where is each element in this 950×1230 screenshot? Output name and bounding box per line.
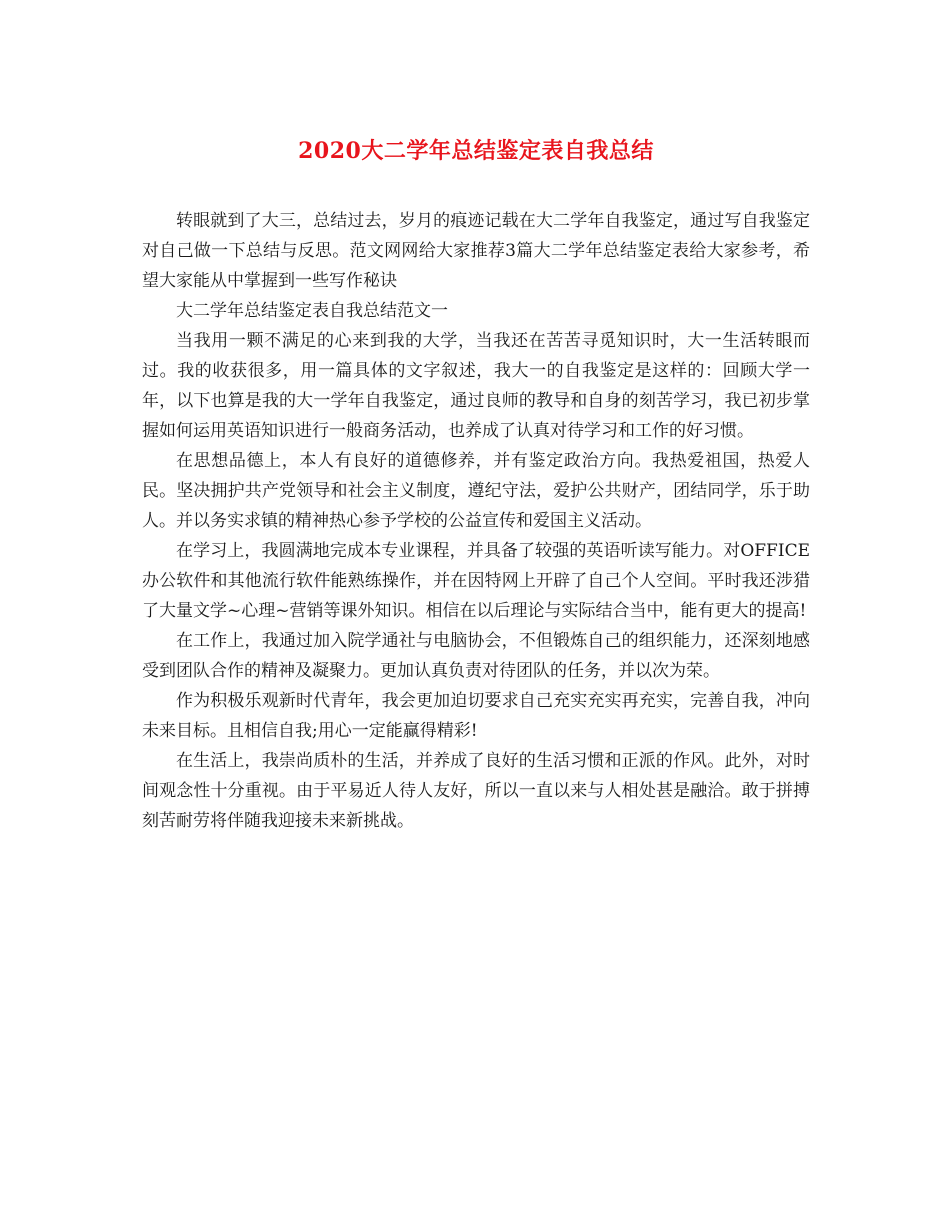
- paragraph-moral-character: 在思想品德上，本人有良好的道德修养，并有鉴定政治方向。我热爱祖国，热爱人民。坚决拥护共产党领导和社会主义制度，遵纪守法，爱护公共财产，团结同学，乐于助人。并以务实求镇的精神热心参予学校的公益宣传和爱国主义活动。: [142, 451, 810, 531]
- paragraph-work: 在工作上，我通过加入院学通社与电脑协会，不但锻炼自己的组织能力，还深刻地感受到团队合作的精神及凝聚力。更加认真负责对待团队的任务，并以次为荣。: [142, 631, 810, 681]
- paragraph-first-year-review: 当我用一颗不满足的心来到我的大学，当我还在苦苦寻觅知识时，大一生活转眼而过。我的收获很多，用一篇具体的文字叙述，我大一的自我鉴定是这样的：回顾大学一年，以下也算是我的大一学年自我鉴定，通过良师的教导和自身的刻苦学习，我已初步掌握如何运用英语知识进行一般商务活动，也养成了认真对待学习和工作的好习惯。: [142, 331, 810, 441]
- paragraph-intro: 转眼就到了大三，总结过去，岁月的痕迹记载在大二学年自我鉴定，通过写自我鉴定对自己做一下总结与反思。范文网网给大家推荐3篇大二学年总结鉴定表给大家参考，希望大家能从中掌握到一些写作秘诀: [142, 211, 810, 291]
- paragraph-section-heading: 大二学年总结鉴定表自我总结范文一: [176, 301, 448, 321]
- document-title: 2020大二学年总结鉴定表自我总结: [298, 138, 654, 164]
- paragraph-life: 在生活上，我崇尚质朴的生活，并养成了良好的生活习惯和正派的作风。此外，对时间观念性十分重视。由于平易近人待人友好，所以一直以来与人相处甚是融洽。敢于拼搏刻苦耐劳将伴随我迎接未来新挑战。: [142, 751, 810, 831]
- document-body: [142, 206, 810, 836]
- paragraph-study: 在学习上，我圆满地完成本专业课程，并具备了较强的英语听读写能力。对OFFICE办公软件和其他流行软件能熟练操作，并在因特网上开辟了自己个人空间。平时我还涉猎了大量文学~心理~营销等课外知识。相信在以后理论与实际结合当中，能有更大的提高!: [142, 541, 810, 621]
- paragraph-outlook: 作为积极乐观新时代青年，我会更加迫切要求自己充实充实再充实，完善自我，冲向未来目标。且相信自我;用心一定能赢得精彩!: [142, 691, 810, 741]
